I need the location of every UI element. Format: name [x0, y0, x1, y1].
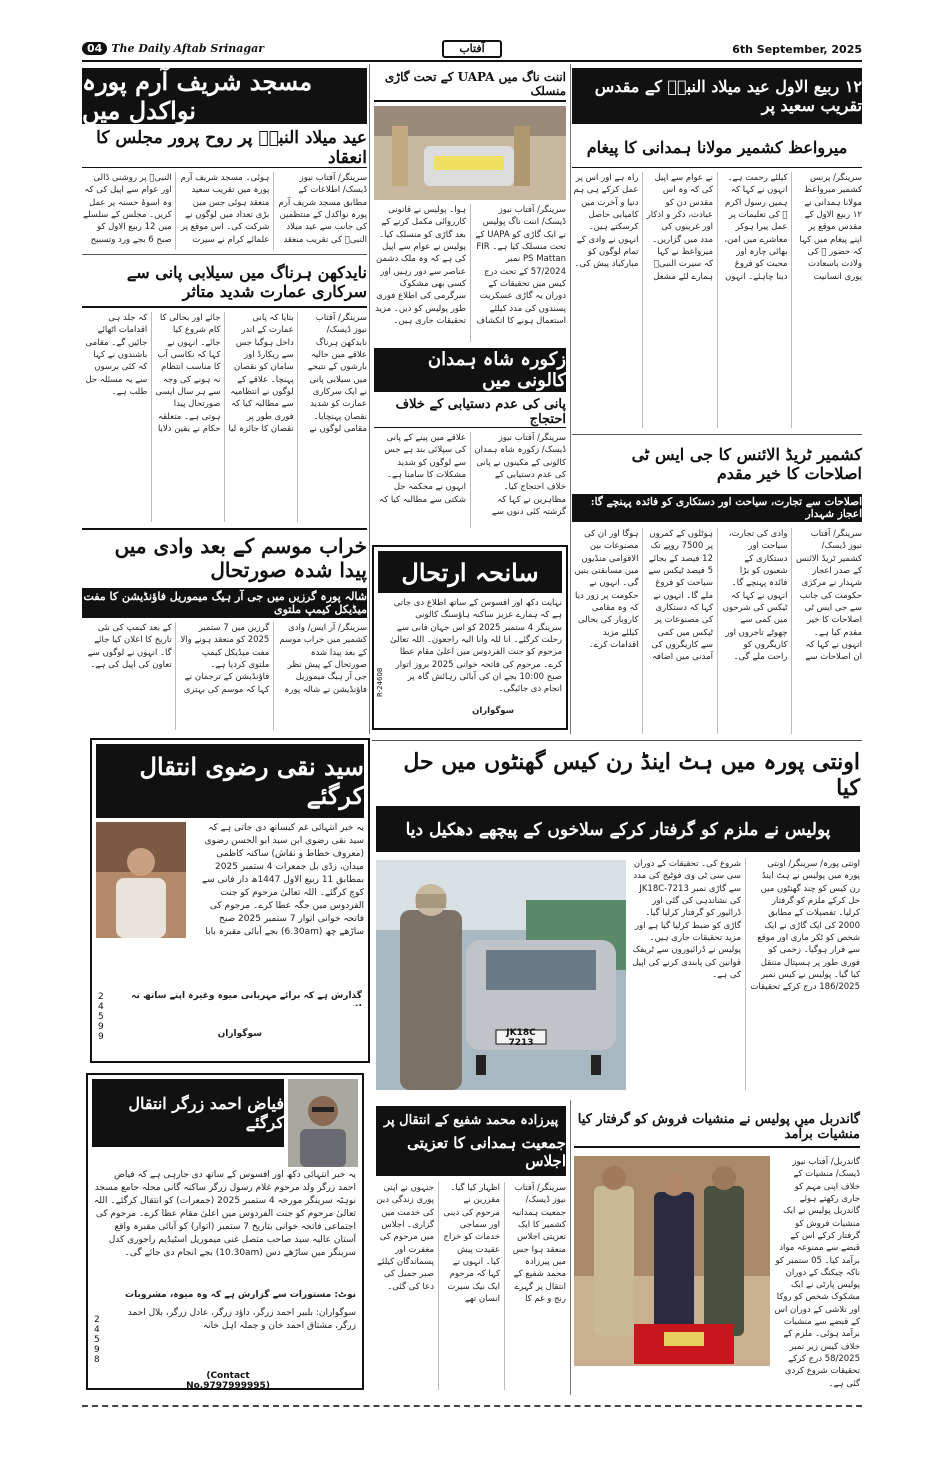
zakura-body: سرینگر/ آفتاب نیوز ڈیسک/ زکورہ شاہ ہمدان کالونی کے مکینوں نے پانی کی عدم دستیابی کے خلاف احتجاج کیا۔ مظاہرین نے کہا کہ گزشتہ کئی دنوں سے علاقے میں پینے کے پانی کی سپلائی بند ہے جس سے لوگوں کو شدید مشکلات کا سامنا ہے۔ انہوں نے محکمہ جل شکتی سے مطالبہ کیا کہ [379, 433, 566, 517]
column-rule [369, 64, 370, 734]
code: 4 [94, 1325, 100, 1335]
hitrun-photo-image [376, 860, 626, 1090]
code: 9 [98, 1032, 104, 1042]
fayaz-codes [94, 1315, 106, 1365]
code: 2 [94, 1315, 100, 1325]
divider [82, 254, 367, 255]
rizvi-portrait-image [96, 822, 186, 938]
weather-headline: خراب موسم کے بعد وادی میں پیدا شدہ صورتحال [82, 534, 367, 582]
hitrun-subhead: پولیس نے ملزم کو گرفتار کرکے سلاخوں کے پیچھے دھکیل دیا [376, 806, 860, 852]
condolence-ref: R-24608 [376, 667, 384, 697]
masjid-subhead: عید میلاد النبیؐ پر روح پرور مجلس کا انعقاد [82, 128, 367, 168]
kandbal-body: گاندربل/ آفتاب نیوز ڈیسک/ منشیات کے خلاف اپنی مہم کو جاری رکھتے ہوئے گاندربل پولیس نے ایک منشیات فروش کو گرفتار کرکے اس کے قبضے سے ممنوعہ مواد برآمد کیا۔ 05 ستمبر کو ناکہ چیکنگ کے دوران پولیس پارٹی نے ایک مشکوک شخص کو روکا اور تلاشی کے دوران اس کے قبضے سے منشیات برآمد ہوئی۔ ملزم کے خلاف کیس زیر نمبر 58/2025 درج کرکے تحقیقات شروع کردی گئی ہے۔ [774, 1157, 860, 1389]
code: 5 [94, 1335, 100, 1345]
paper-name: The Daily Aftab Srinagar [111, 42, 265, 55]
nadihal-headline: نایدکھن ہرناگ میں سیلابی پانی سے سرکاری عمارت شدید متاثر [82, 258, 367, 308]
column-rule [570, 64, 571, 734]
rizvi-body-a: یہ خبر انتہائی غم کیساتھ دی جاتی ہے کہ سید نقی رضوی ابن سید ابو الحسن رضوی (معروف خطاط و نقاش) ساکنہ کاظمی میدان، زڈی بل جمعرات 4 ستمبر 2025 بمطابق 11 ربیع الاول 1447ھ دار فانی سے کوچ کرگئے۔ اللہ تعالیٰ مرحوم کو جنت الفردوس میں جگہ عطا کرے۔ مرحوم کی فاتحہ خوانی اتوار 7 ستمبر 2025 صبح ساڑھے چھ (6.30am) بجے آبائی مقبرہ بابا [201, 823, 364, 938]
weather-subhead: شالہ پورہ گرزیں میں جی آر ہیگ میموریل فاؤنڈیشن کا مفت میڈیکل کیمپ ملتوی [83, 590, 367, 616]
hitrun-body: اونتی پورہ/ سرینگر/ اونتی پورہ میں پولیس نے ہٹ اینڈ رن کیس کو چند گھنٹوں میں حل کرکے ملزم کو گرفتار کرلیا۔ تفصیلات کے مطابق 2000 کی ایک گاڑی نے ایک شخص کو ٹکر ماری اور موقع سے فرار ہوگیا۔ زخمی کو فوری طور پر ہسپتال منتقل کیا گیا۔ پولیس نے کیس نمبر 186/2025 درج کرکے تحقیقات شروع کی۔ تحقیقات کے دوران سی سی ٹی وی فوٹیج کی مدد سے گاڑی نمبر JK18C-7213 کی نشاندہی کی گئی اور ڈرائیور کو گرفتار کرلیا گیا۔ گاڑی کو ضبط کرلیا گیا ہے اور مزید تحقیقات جاری ہیں۔ پولیس نے ڈرائیوروں سے ٹریفک قوانین کی پابندی کرنے کی اپیل کی ہے۔ [632, 859, 860, 993]
fayaz-body: یہ خبر انتہائی دکھ اور افسوس کے ساتھ دی جارہی ہے کہ فیاض احمد زرگر ولد مرحوم غلام رسول زرگر ساکنہ گانی محلہ جامع مسجد نوہٹہ سرینگر مورخہ 4 ستمبر 2025 (جمعرات) کو انتقال کرگئے۔ اللہ تعالیٰ مرحوم کو جنت الفردوس میں اعلیٰ مقام عطا کرے۔ مرحوم کی اجتماعی فاتحہ خوانی بتاریخ 7 ستمبر (اتوار) کو آبائی مقبرہ واقع آستان عالیہ سید صاحب متصل غنی میموریل اسٹیڈیم راجوری کدل سرینگر میں ساڑھے دس (10.30am) بجے انجام دی جائے گی۔ [94, 1170, 356, 1259]
divider [372, 740, 862, 741]
vehicle-plate: JK18C 7213 [506, 1028, 536, 1048]
kandbal-headline: گاندربل میں پولیس نے منشیات فروش کو گرفتار کیا منشیات برآمد [574, 1108, 860, 1148]
peerzada-body: سرینگر/ آفتاب نیوز ڈیسک/ جمعیت ہمدانیہ کشمیر کا ایک تعزیتی اجلاس منعقد ہوا جس میں پیرزادہ محمد شفیع کے انتقال پر گہرے رنج و غم کا اظہار کیا گیا۔ مقررین نے مرحوم کی دینی اور سماجی خدمات کو خراج عقیدت پیش کیا۔ انہوں نے کہا کہ مرحوم ایک نیک سیرت انسان تھے جنہوں نے اپنی پوری زندگی دین کی خدمت میں گزاری۔ اجلاس میں مرحوم کی مغفرت اور پسماندگان کیلئے صبر جمیل کی دعا کی گئی۔ [376, 1183, 566, 1304]
code: 9 [98, 1022, 104, 1032]
zakura-headline: زکورہ شاہ ہمدان کالونی میں [374, 348, 566, 392]
kandbal-photo-image [574, 1156, 770, 1366]
condolence-family: سوگواران [472, 706, 514, 716]
masjid-headline: مسجد شریف آرم پورہ نواکدل میں [82, 68, 367, 124]
masthead-left [82, 42, 264, 55]
trade-subhead: اصلاحات سے تجارت، سیاحت اور دستکاری کو فائدہ پہنچے گا: اعجاز شہدار [572, 494, 862, 522]
rizvi-note: گذارش ہے کہ برائے مہربانی میوہ وغیرہ اپنے ساتھ نہ [131, 991, 362, 1001]
peerzada-headline: پیرزادہ محمد شفیع کے انتقال پر [383, 1112, 559, 1128]
rizvi-portrait [96, 822, 186, 938]
fayaz-headline: فیاض احمد زرگر انتقال کرگئے [92, 1079, 284, 1147]
rabi-body: سرینگر/ پرنس کشمیر میرواعظ مولانا ہمدانی نے ۱۲ ربیع الاول کے مقدس موقع پر اپنے پیغام میں کہا کہ حضور ﷺ کی ولادت باسعادت پوری انسانیت کیلئے رحمت ہے۔ انہوں نے کہا کہ ہمیں رسول اکرم ﷺ کی تعلیمات پر عمل پیرا ہوکر معاشرے میں امن، بھائی چارہ اور محبت کو فروغ دینا چاہئے۔ انہوں نے عوام سے اپیل کی کہ وہ اس مقدس دن کو عبادت، ذکر و اذکار اور غریبوں کی مدد میں گزاریں۔ میرواعظ نے کہا کہ سیرت النبیؐ ہمارے لئے مشعل راہ ہے اور اس پر عمل کرکے ہی ہم دنیا و آخرت میں کامیابی حاصل کرسکتے ہیں۔ انہوں نے وادی کے تمام لوگوں کو مبارکباد پیش کی۔ [573, 173, 862, 282]
trade-headline: کشمیر ٹریڈ الائنس کا جی ایس ٹی اصلاحات کا خیر مقدم [572, 438, 862, 490]
condolence-headline: سانحہ ارتحال [378, 551, 562, 593]
weather-body: سرینگر/ آر ایس/ وادی کشمیر میں خراب موسم کے بعد پیدا شدہ صورتحال کے پیش نظر جی آر ہیگ میموریل فاؤنڈیشن نے شالہ پورہ گرزیں میں 7 ستمبر 2025 کو منعقد ہونے والا مفت میڈیکل کیمپ ملتوی کردیا ہے۔ فاؤنڈیشن کے ترجمان نے کہا کہ موسم کی بہتری کے بعد کیمپ کی نئی تاریخ کا اعلان کیا جائے گا۔ انہوں نے لوگوں سے تعاون کی اپیل کی ہے۔ [87, 623, 367, 695]
fayaz-portrait [288, 1079, 358, 1167]
condolence-notice [372, 545, 568, 730]
divider [82, 528, 367, 530]
code: 8 [94, 1355, 100, 1365]
hitrun-headline: اونتی پورہ میں ہٹ اینڈ رن کیس گھنٹوں میں حل کیا [376, 748, 860, 802]
rizvi-obituary [90, 738, 370, 1063]
rabi-headline: ۱۲ ربیع الاول عید میلاد النبیؐ کے مقدس تقریب سعید پر [572, 68, 862, 124]
fayaz-obituary [86, 1073, 364, 1390]
masjid-body: سرینگر/ آفتاب نیوز ڈیسک/ اطلاعات کے مطابق مسجد شریف آرم پورہ نواکدل کے منتظمین کی جانب سے عید میلاد النبیؐ کی تقریب منعقد ہوئی۔ مسجد شریف آرم پورہ میں تقریب سعید منعقد ہوئی جس میں بڑی تعداد میں لوگوں نے شرکت کی۔ اس موقع پر علمائے کرام نے سیرت النبیؐ پر روشنی ڈالی اور عوام سے اپیل کی کہ وہ اسوۂ حسنہ پر عمل کریں۔ مجلس کے سلسلے میں 12 ربیع الاول کو صبح 6 بجے ورد وتسبیح [82, 173, 367, 245]
masthead [82, 40, 862, 60]
fayaz-note: نوٹ: مستورات سے گزارش ہے کہ وہ میوہ، مشروبات [125, 1290, 356, 1300]
code: 2 [98, 992, 104, 1002]
page-number: 04 [82, 42, 107, 55]
page-footer-rule [82, 1405, 862, 1407]
rizvi-family: سوگواران [217, 1029, 262, 1039]
anantnag-body: سرینگر/ آفتاب نیوز ڈیسک/ اننت ناگ پولیس نے ایک گاڑی کو UAPA کے تحت منسلک کیا ہے۔ FIR PS Mattan نمبر 57/2024 کے تحت درج کیس میں تحقیقات کے دوران یہ گاڑی عسکریت پسندوں کی مدد کیلئے استعمال ہونے کا انکشاف ہوا۔ پولیس نے قانونی کارروائی مکمل کرنے کے بعد گاڑی کو منسلک کیا۔ پولیس نے عوام سے اپیل کی ہے کہ وہ ملک دشمن عناصر سے دور رہیں اور کسی بھی مشکوک سرگرمی کی اطلاع فوری طور پولیس کو دیں۔ مزید تحقیقات جاری ہیں۔ [375, 205, 566, 326]
anantnag-photo [374, 106, 566, 200]
fayaz-contact: (Contact No.9797999995) [186, 1371, 270, 1391]
code: 5 [98, 1012, 104, 1022]
rizvi-codes [98, 992, 110, 1042]
peerzada-head-block [376, 1106, 566, 1176]
code: 9 [94, 1345, 100, 1355]
code: 4 [98, 1002, 104, 1012]
anantnag-photo-image [374, 106, 566, 200]
paper-logo: آفتاب [442, 40, 502, 58]
nadihal-body: سرینگر/ آفتاب نیوز ڈیسک/ نایدکھن ہرناگ علاقے میں حالیہ بارشوں کے نتیجے میں سیلابی پانی نے ایک سرکاری عمارت کو شدید نقصان پہنچایا۔ مقامی لوگوں نے بتایا کہ پانی عمارت کے اندر داخل ہوگیا جس سے ریکارڈ اور سامان کو نقصان پہنچا۔ علاقے کے لوگوں نے انتظامیہ سے مطالبہ کیا کہ فوری طور پر نقصان کا جائزہ لیا جائے اور بحالی کا کام شروع کیا جائے۔ انہوں نے کہا کہ نکاسی آب کا مناسب انتظام نہ ہونے کی وجہ سے ہر سال ایسی صورتحال پیدا ہوتی ہے۔ متعلقہ حکام نے یقین دلایا کہ جلد ہی اقدامات اٹھائے جائیں گے۔ مقامی باشندوں نے کہا کہ کئی برسوں سے یہ مسئلہ حل طلب ہے۔ [85, 313, 367, 434]
anantnag-headline: اننت ناگ میں UAPA کے تحت گاڑی منسلک [374, 68, 566, 102]
divider [572, 434, 862, 435]
peerzada-subhead: جمعیت ہمدانی کا تعزیتی اجلاس [407, 1133, 566, 1170]
fayaz-portrait-image [288, 1079, 358, 1167]
condolence-body: نہایت دکھ اور افسوس کے ساتھ اطلاع دی جاتی ہے کہ ہمارے عزیز ساکنہ ہاؤسنگ کالونی سرینگر 4 ستمبر 2025 کو اس جہان فانی سے رحلت کرگئے۔ انا للہ وانا الیہ راجعون۔ اللہ تعالیٰ مرحوم کو جنت الفردوس میں اعلیٰ مقام عطا کرے۔ مرحوم کی فاتحہ خوانی 2025 بروز اتوار صبح 10:00 بجے ان کی آبائی رہائش گاہ پر انجام دی جائیگی۔ [390, 598, 562, 695]
column-rule [570, 1100, 571, 1395]
kandbal-photo [574, 1156, 770, 1366]
hitrun-photo [376, 860, 626, 1090]
trade-body: سرینگر/ آفتاب نیوز ڈیسک/ کشمیر ٹریڈ الائنس کے صدر اعجاز شہدار نے مرکزی حکومت کی جانب سے جی ایس ٹی اصلاحات کا خیر مقدم کیا ہے۔ انہوں نے کہا کہ ان اصلاحات سے وادی کی تجارت، سیاحت اور دستکاری کے شعبوں کو بڑا فائدہ پہنچے گا۔ انہوں نے کہا کہ ٹیکس کی شرحوں میں کمی سے چھوٹے تاجروں اور کاریگروں کو راحت ملے گی۔ ہوٹلوں کے کمروں پر 7500 روپے تک 12 فیصد کے بجائے 5 فیصد ٹیکس سے سیاحت کو فروغ ملے گا۔ انہوں نے کہا کہ دستکاری کی مصنوعات پر ٹیکس میں کمی سے کاریگروں کی آمدنی میں اضافہ ہوگا اور ان کی مصنوعات بین الاقوامی منڈیوں میں مسابقتی بنیں گی۔ انہوں نے حکومت پر زور دیا کہ وہ مقامی کاروبار کی بحالی کیلئے مزید اقدامات کرے۔ [574, 529, 862, 663]
zakura-subhead: پانی کی عدم دستیابی کے خلاف احتجاج [374, 396, 566, 428]
fayaz-family: سوگواران: بلبیر احمد زرگر، داؤد زرگر، عادل زرگر، بلال احمد زرگر، مشتاق احمد خان و جملہ اہل خانہ [127, 1308, 356, 1332]
rizvi-headline: سید نقی رضوی انتقال کرگئے [96, 744, 364, 818]
masthead-rule [82, 60, 862, 62]
rabi-subhead: میرواعظ کشمیر مولانا ہمدانی کا پیغام [572, 128, 862, 168]
issue-date: 6th September, 2025 [732, 43, 862, 56]
